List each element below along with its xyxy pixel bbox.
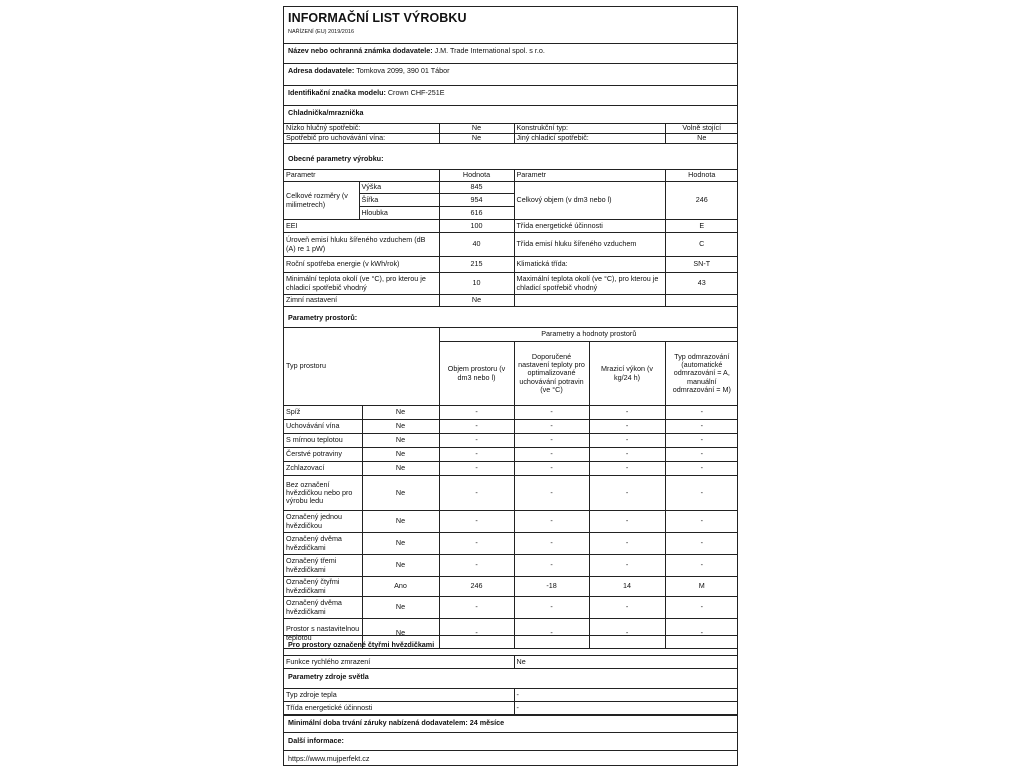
divider: [284, 85, 737, 86]
table-cell: Volně stojící: [665, 124, 738, 134]
compartment-value: 14: [589, 577, 665, 597]
compartment-present: Ne: [362, 555, 439, 577]
compartment-type: Označený dvěma hvězdičkami: [284, 533, 362, 555]
compartment-value: -: [665, 597, 738, 619]
divider: [284, 63, 737, 64]
table-row: [284, 134, 738, 144]
compartment-value: -: [439, 462, 514, 476]
compartment-value: -: [589, 555, 665, 577]
compartment-present: Ne: [362, 619, 439, 649]
product-information-sheet: [283, 6, 738, 766]
light-source-table: [284, 688, 738, 715]
column-header: Hodnota: [439, 170, 514, 182]
compartment-row: [284, 406, 738, 420]
compartment-present: Ne: [362, 511, 439, 533]
compartment-value: -: [439, 448, 514, 462]
compartment-value: -: [665, 555, 738, 577]
warranty-text: Minimální doba trvání záruky nabízená dodavatelem: 24 měsíce: [288, 718, 505, 727]
compartment-value: -: [665, 406, 738, 420]
table-row: [284, 257, 738, 273]
compartment-value: -: [439, 533, 514, 555]
compartment-value: -: [514, 406, 589, 420]
dimensions-label: Celkové rozměry (v milimetrech): [284, 182, 359, 220]
compartment-value: -: [589, 434, 665, 448]
table-cell: EEI: [284, 220, 439, 233]
category-heading: Chladnička/mraznička: [288, 108, 364, 117]
compartment-present: Ne: [362, 448, 439, 462]
compartment-value: -18: [514, 577, 589, 597]
table-row: [284, 233, 738, 257]
table-row: [284, 182, 738, 194]
compartment-group-header: Parametry a hodnoty prostorů: [439, 328, 738, 342]
compartment-row: [284, 511, 738, 533]
compartment-value: -: [514, 533, 589, 555]
compartment-row: [284, 434, 738, 448]
compartment-row: [284, 476, 738, 511]
table-cell: Roční spotřeba energie (v kWh/rok): [284, 257, 439, 273]
dimension-name: Hloubka: [359, 207, 439, 220]
column-header: Mrazicí výkon (v kg/24 h): [589, 342, 665, 406]
supplier-label: Název nebo ochranná známka dodavatele:: [288, 46, 433, 55]
compartment-row: [284, 597, 738, 619]
divider: [284, 635, 737, 636]
compartment-value: -: [589, 511, 665, 533]
table-cell: Třída energetické účinnosti: [514, 220, 665, 233]
compartment-row: [284, 577, 738, 597]
winter-setting-value: Ne: [439, 295, 514, 307]
compartments-table: [284, 327, 738, 649]
compartment-present: Ne: [362, 476, 439, 511]
category-table: [284, 123, 738, 144]
table-cell: Funkce rychlého zmrazení: [284, 656, 514, 669]
compartment-value: -: [665, 533, 738, 555]
website-link[interactable]: https://www.mujperfekt.cz: [288, 754, 370, 763]
dimension-value: 616: [439, 207, 514, 220]
table-cell: 10: [439, 273, 514, 295]
table-cell: [665, 295, 738, 307]
table-cell: 40: [439, 233, 514, 257]
compartment-present: Ne: [362, 434, 439, 448]
compartment-value: -: [589, 619, 665, 649]
compartment-type: Čerstvé potraviny: [284, 448, 362, 462]
compartment-present: Ano: [362, 577, 439, 597]
divider: [284, 105, 737, 106]
compartment-value: 246: [439, 577, 514, 597]
compartment-type: Označený třemi hvězdičkami: [284, 555, 362, 577]
divider: [284, 732, 737, 733]
table-cell: 215: [439, 257, 514, 273]
table-cell: Maximální teplota okolí (ve °C), pro kterou je chladicí spotřebič vhodný: [514, 273, 665, 295]
table-cell: 43: [665, 273, 738, 295]
table-cell: Typ zdroje tepla: [284, 689, 514, 702]
compartment-value: -: [439, 511, 514, 533]
compartment-value: -: [439, 619, 514, 649]
compartment-type: Prostor s nastavitelnou teplotou: [284, 619, 362, 649]
compartment-row: [284, 462, 738, 476]
compartment-type: Spíž: [284, 406, 362, 420]
divider: [284, 715, 737, 716]
table-cell: 100: [439, 220, 514, 233]
compartment-value: -: [665, 476, 738, 511]
compartment-value: M: [665, 577, 738, 597]
compartment-value: -: [439, 434, 514, 448]
compartment-present: Ne: [362, 406, 439, 420]
compartment-row: [284, 448, 738, 462]
table-row: [284, 702, 738, 715]
table-cell: Třída energetické účinnosti: [284, 702, 514, 715]
more-info-label: Další informace:: [288, 736, 344, 745]
column-header: Typ odmrazování (automatické odmrazování = A, manuální odmrazování = M): [665, 342, 738, 406]
column-header: Doporučené nastavení teploty pro optimalizované uchovávání potravin (ve °C): [514, 342, 589, 406]
compartment-value: -: [665, 511, 738, 533]
column-header: Hodnota: [665, 170, 738, 182]
compartment-value: -: [589, 448, 665, 462]
table-row: [284, 295, 738, 307]
table-cell: Třída emisí hluku šířeného vzduchem: [514, 233, 665, 257]
compartment-row: [284, 533, 738, 555]
volume-value: 246: [665, 182, 738, 220]
compartment-value: -: [514, 434, 589, 448]
compartment-value: -: [514, 448, 589, 462]
compartment-value: -: [589, 533, 665, 555]
compartment-value: -: [514, 597, 589, 619]
compartment-type: Zchlazovací: [284, 462, 362, 476]
compartment-value: -: [589, 462, 665, 476]
table-row: [284, 124, 738, 134]
compartment-type: Označený jednou hvězdičkou: [284, 511, 362, 533]
table-cell: Klimatická třída:: [514, 257, 665, 273]
model-row: [288, 89, 445, 97]
table-cell: Ne: [439, 134, 514, 144]
table-cell: Ne: [439, 124, 514, 134]
compartment-value: -: [439, 420, 514, 434]
four-star-table: [284, 655, 738, 669]
winter-setting-label: Zimní nastavení: [284, 295, 439, 307]
compartment-value: -: [514, 511, 589, 533]
table-cell: Minimální teplota okolí (ve °C), pro kterou je chladicí spotřebič vhodný: [284, 273, 439, 295]
compartment-present: Ne: [362, 462, 439, 476]
compartment-present: Ne: [362, 420, 439, 434]
compartment-value: -: [439, 555, 514, 577]
compartment-type: Označený čtyřmi hvězdičkami: [284, 577, 362, 597]
compartment-value: -: [514, 476, 589, 511]
compartment-present: Ne: [362, 597, 439, 619]
table-cell: -: [514, 689, 738, 702]
table-cell: Nízko hlučný spotřebič:: [284, 124, 439, 134]
dimension-value: 845: [439, 182, 514, 194]
compartment-value: -: [514, 555, 589, 577]
volume-label: Celkový objem (v dm3 nebo l): [514, 182, 665, 220]
general-parameters-table: [284, 169, 738, 307]
four-star-heading: Pro prostory označené čtyřmi hvězdičkami: [288, 640, 435, 649]
supplier-row: [288, 47, 545, 55]
document-title: INFORMAČNÍ LIST VÝROBKU: [288, 11, 467, 25]
compartment-row: [284, 420, 738, 434]
table-cell: E: [665, 220, 738, 233]
column-header: Parametr: [284, 170, 439, 182]
compartment-value: -: [665, 619, 738, 649]
general-heading: Obecné parametry výrobku:: [288, 154, 384, 163]
table-cell: Jiný chladicí spotřebič:: [514, 134, 665, 144]
table-row: [284, 689, 738, 702]
compartment-value: -: [439, 476, 514, 511]
dimension-value: 954: [439, 194, 514, 207]
compartments-heading: Parametry prostorů:: [288, 313, 358, 322]
table-row: [284, 220, 738, 233]
compartment-type: Označený dvěma hvězdičkami: [284, 597, 362, 619]
table-row: [284, 656, 738, 669]
address-value: Tomkova 2099, 390 01 Tábor: [356, 66, 450, 75]
divider: [284, 750, 737, 751]
compartment-value: -: [439, 406, 514, 420]
compartment-type: Bez označení hvězdičkou nebo pro výrobu ledu: [284, 476, 362, 511]
table-header-row: [284, 170, 738, 182]
compartment-value: -: [439, 597, 514, 619]
dimension-name: Výška: [359, 182, 439, 194]
compartments-body: [284, 406, 738, 649]
compartment-type: Uchovávání vína: [284, 420, 362, 434]
compartment-value: -: [514, 462, 589, 476]
compartment-value: -: [589, 420, 665, 434]
table-cell: [514, 295, 665, 307]
table-cell: Spotřebič pro uchovávání vína:: [284, 134, 439, 144]
table-row: [284, 273, 738, 295]
supplier-value: J.M. Trade International spol. s r.o.: [434, 46, 545, 55]
table-cell: Úroveň emisí hluku šířeného vzduchem (dB (A) re 1 pW): [284, 233, 439, 257]
table-cell: Konstrukční typ:: [514, 124, 665, 134]
compartment-value: -: [665, 434, 738, 448]
compartment-value: -: [589, 476, 665, 511]
compartment-value: -: [514, 420, 589, 434]
address-label: Adresa dodavatele:: [288, 66, 355, 75]
table-cell: -: [514, 702, 738, 715]
compartment-type-header: Typ prostoru: [284, 328, 439, 406]
compartment-type: S mírnou teplotou: [284, 434, 362, 448]
compartment-value: -: [665, 462, 738, 476]
dimension-name: Šířka: [359, 194, 439, 207]
table-cell: C: [665, 233, 738, 257]
table-cell: Ne: [665, 134, 738, 144]
column-header: Parametr: [514, 170, 665, 182]
compartment-value: -: [514, 619, 589, 649]
compartment-row: [284, 555, 738, 577]
compartment-value: -: [589, 406, 665, 420]
divider: [284, 43, 737, 44]
address-row: [288, 67, 450, 75]
light-source-heading: Parametry zdroje světla: [288, 672, 369, 681]
compartment-value: -: [589, 597, 665, 619]
model-value: Crown CHF-251E: [387, 88, 445, 97]
model-label: Identifikační značka modelu:: [288, 88, 386, 97]
column-header: Objem prostoru (v dm3 nebo l): [439, 342, 514, 406]
table-header-row: [284, 328, 738, 342]
table-cell: SN-T: [665, 257, 738, 273]
compartment-value: -: [665, 420, 738, 434]
regulation-reference: NAŘÍZENÍ (EU) 2019/2016: [288, 29, 355, 35]
compartment-value: -: [665, 448, 738, 462]
table-cell: Ne: [514, 656, 738, 669]
compartment-present: Ne: [362, 533, 439, 555]
